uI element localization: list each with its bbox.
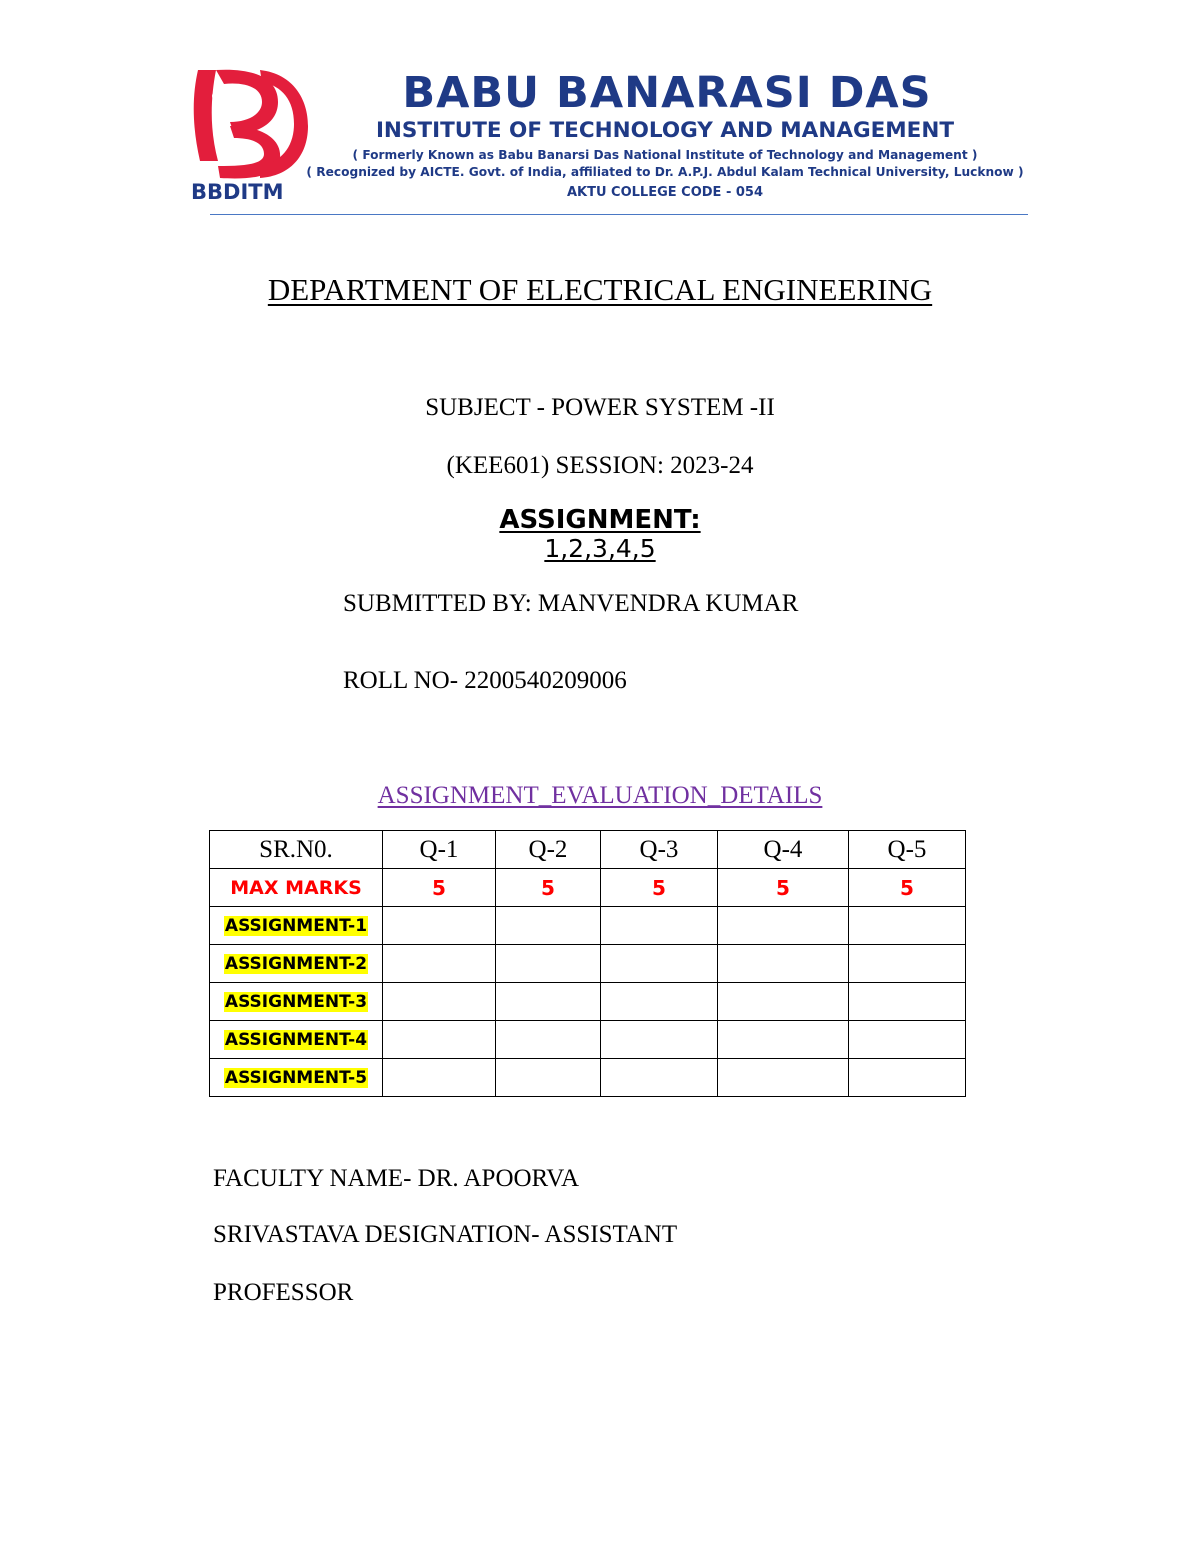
assignment-row-label: ASSIGNMENT-5 [224,1067,368,1088]
mark-cell [496,907,601,945]
mark-cell [718,907,849,945]
mark-cell [718,983,849,1021]
max-marks-q5: 5 [900,875,914,900]
table-row [210,1021,966,1059]
max-marks-label: MAX MARKS [230,876,362,899]
max-marks-q4: 5 [776,875,790,900]
institute-recognition: ( Recognized by AICTE. Govt. of India, affiliated to Dr. A.P.J. Abdul Kalam Technical University, Lucknow ) [306,165,1024,179]
college-code: AKTU COLLEGE CODE - 054 [566,185,764,200]
header-sr-no: SR.N0. [210,831,383,869]
header-q4: Q-4 [718,831,849,869]
logo-text: BBDITM [191,180,284,204]
header-q2: Q-2 [496,831,601,869]
faculty-line-1: FACULTY NAME- DR. APOORVA [213,1165,580,1192]
mark-cell [718,945,849,983]
department-title: DEPARTMENT OF ELECTRICAL ENGINEERING [267,272,933,307]
assignment-row-label: ASSIGNMENT-4 [224,1029,368,1050]
header-q1: Q-1 [383,831,496,869]
subject-line: SUBJECT - POWER SYSTEM -II [425,394,775,421]
max-marks-q3: 5 [652,875,666,900]
max-marks-q1: 5 [432,875,446,900]
submitted-by: SUBMITTED BY: MANVENDRA KUMAR [343,590,799,617]
mark-cell [718,1021,849,1059]
mark-cell [601,1021,718,1059]
mark-cell [496,945,601,983]
mark-cell [849,907,966,945]
evaluation-table [209,830,966,1097]
assignment-row-label: ASSIGNMENT-2 [224,953,368,974]
mark-cell [601,945,718,983]
mark-cell [383,983,496,1021]
mark-cell [601,907,718,945]
header-q3: Q-3 [601,831,718,869]
mark-cell [383,945,496,983]
table-row [210,1059,966,1097]
evaluation-title: ASSIGNMENT_EVALUATION_DETAILS [377,782,823,809]
mark-cell [496,1059,601,1097]
assignment-row-label: ASSIGNMENT-1 [224,915,368,936]
mark-cell [849,1021,966,1059]
session-line: (KEE601) SESSION: 2023-24 [446,452,754,479]
assignment-label: ASSIGNMENT: [499,505,701,535]
mark-cell [383,1021,496,1059]
mark-cell [383,1059,496,1097]
mark-cell [601,1059,718,1097]
roll-number: ROLL NO- 2200540209006 [343,667,627,694]
mark-cell [496,983,601,1021]
mark-cell [383,907,496,945]
mark-cell [849,1059,966,1097]
mark-cell [718,1059,849,1097]
institute-formerly: ( Formerly Known as Babu Banarsi Das National Institute of Technology and Management ) [352,148,978,162]
faculty-line-3: PROFESSOR [213,1279,354,1306]
assignment-row-label: ASSIGNMENT-3 [224,991,368,1012]
header-divider [210,214,1028,215]
faculty-line-2: SRIVASTAVA DESIGNATION- ASSISTANT [213,1221,678,1248]
institute-subtitle: INSTITUTE OF TECHNOLOGY AND MANAGEMENT [375,118,955,143]
table-row [210,983,966,1021]
assignment-numbers: 1,2,3,4,5 [544,534,656,563]
table-header-row [210,831,966,869]
mark-cell [601,983,718,1021]
institute-name: BABU BANARASI DAS [402,68,932,118]
mark-cell [849,983,966,1021]
mark-cell [849,945,966,983]
max-marks-row [210,869,966,907]
max-marks-q2: 5 [541,875,555,900]
mark-cell [496,1021,601,1059]
table-row [210,907,966,945]
table-row [210,945,966,983]
header-q5: Q-5 [849,831,966,869]
